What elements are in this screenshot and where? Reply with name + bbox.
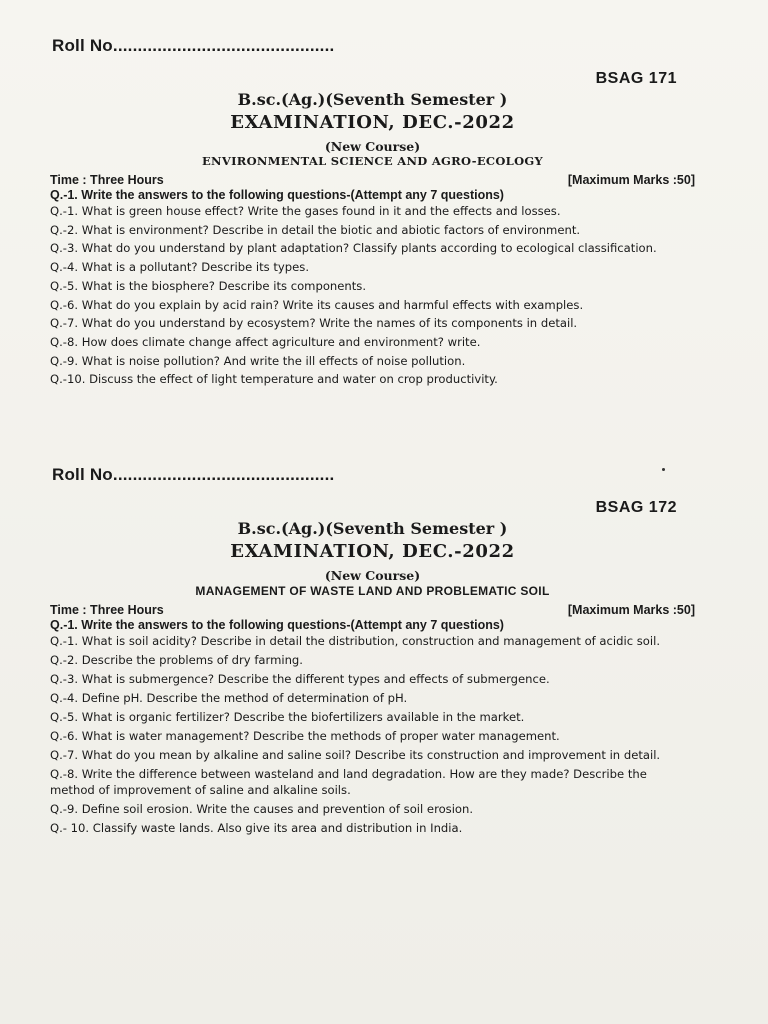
instruction-line: Q.-1. Write the answers to the following questions-(Attempt any 7 questions) — [50, 188, 504, 202]
course-label: (New Course) — [324, 568, 421, 583]
question-item: Q.-3. What do you understand by plant adaptation? Classify plants according to ecological classification. — [50, 241, 657, 256]
question-item: Q.-4. Define pH. Describe the method of determination of pH. — [50, 691, 408, 705]
maximum-marks: [Maximum Marks :50] — [567, 173, 695, 187]
course-label: (New Course) — [324, 139, 421, 154]
question-item: Q.-3. What is submergence? Describe the different types and effects of submergence. — [50, 672, 550, 686]
paper-code: BSAG 171 — [595, 70, 677, 87]
question-item: Q.-10. Discuss the effect of light temperature and water on crop productivity. — [50, 372, 498, 387]
exam-title: EXAMINATION, DEC.-2022 — [230, 541, 515, 562]
question-item: Q.-5. What is the biosphere? Describe its components. — [50, 278, 367, 293]
instruction-line: Q.-1. Write the answers to the following questions-(Attempt any 7 questions) — [50, 618, 504, 632]
question-list — [50, 633, 695, 837]
question-item: Q.-1. What is soil acidity? Describe in detail the distribution, construction and management of acidic soil. — [50, 634, 661, 648]
subject-title: MANAGEMENT OF WASTE LAND AND PROBLEMATIC SOIL — [195, 584, 550, 598]
question-item: Q.-2. Describe the problems of dry farming. — [50, 653, 303, 667]
question-list — [50, 203, 695, 388]
time-marks-row — [50, 599, 695, 617]
question-item: Q.-2. What is environment? Describe in detail the biotic and abiotic factors of environment. — [50, 222, 581, 237]
exam-title: EXAMINATION, DEC.-2022 — [230, 112, 515, 133]
question-item: Q.-9. What is noise pollution? And write the ill effects of noise pollution. — [50, 353, 466, 368]
time-label: Time : Three Hours — [50, 603, 164, 617]
time-marks-row — [50, 169, 695, 187]
maximum-marks: [Maximum Marks :50] — [567, 603, 695, 617]
question-item: Q.-7. What do you mean by alkaline and saline soil? Describe its construction and improvement in detail. — [50, 748, 661, 762]
question-item: Q.-4. What is a pollutant? Describe its types. — [50, 260, 310, 275]
roll-number-line: Roll No............................................. — [52, 36, 335, 55]
question-item: Q.-7. What do you understand by ecosystem? Write the names of its components in detail. — [50, 316, 578, 331]
question-item: Q.-6. What do you explain by acid rain? Write its causes and harmful effects with examples. — [50, 297, 584, 312]
roll-number-line: Roll No............................................. — [52, 465, 335, 484]
time-label: Time : Three Hours — [50, 173, 164, 187]
degree-title: B.sc.(Ag.)(Seventh Semester ) — [237, 519, 508, 538]
question-item: Q.-8. How does climate change affect agriculture and environment? write. — [50, 334, 481, 349]
question-item: Q.-1. What is green house effect? Write the gases found in it and the effects and losses. — [50, 204, 561, 218]
question-item: Q.-8. Write the difference between wasteland and land degradation. How are they made? Describe the method of improvement of saline and alkaline soils. — [50, 767, 647, 798]
question-paper-bsag-172 — [50, 465, 695, 839]
paper-code: BSAG 172 — [595, 499, 677, 516]
question-item: Q.-5. What is organic fertilizer? Describe the biofertilizers available in the market. — [50, 710, 525, 724]
degree-title: B.sc.(Ag.)(Seventh Semester ) — [237, 90, 508, 109]
question-paper-bsag-171 — [50, 36, 695, 390]
question-item: Q.-9. Define soil erosion. Write the causes and prevention of soil erosion. — [50, 802, 474, 817]
subject-title: ENVIRONMENTAL SCIENCE AND AGRO-ECOLOGY — [201, 154, 544, 168]
question-item: Q.-6. What is water management? Describe the methods of proper water management. — [50, 729, 560, 743]
question-item: Q.- 10. Classify waste lands. Also give its area and distribution in India. — [50, 821, 463, 836]
